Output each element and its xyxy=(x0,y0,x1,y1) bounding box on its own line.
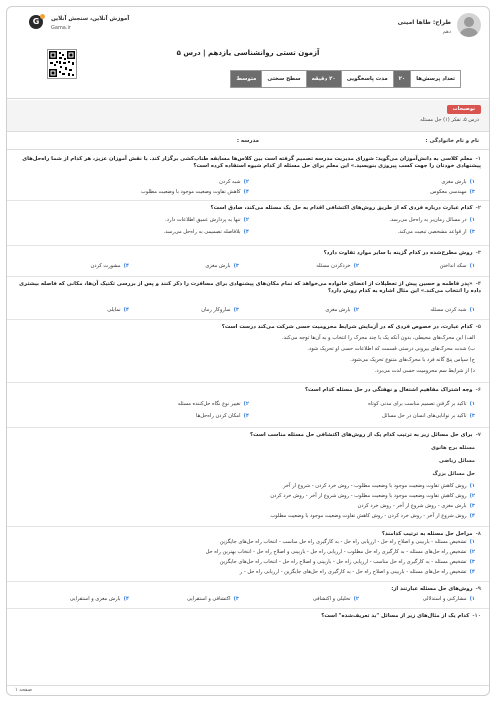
avatar-head-shape xyxy=(464,17,474,27)
questions-count-label: تعداد پرسش‌ها xyxy=(410,71,460,87)
question-stem: ۴-«پدر فاطمه و حسین پیش از تعطیلات از اعضای خانواده می‌خواهد که تمام مکان‌های پیشنهادی برای مسافرت را ذکر کنند و پس از بررسی تکنیک آن‌ها، مکانی که فاصله بیشتری داده را انتخاب می‌کند.» این مثال اشاره به کدام روش دارد؟ xyxy=(19,281,481,295)
option-1[interactable]: ۱)تشخیص مسئله - بازبینی و اصلاح راه حل - ارزیابی راه حل - به کارگیری راه حل مناسب - انتخاب راه حل‌های جایگزین xyxy=(219,539,475,545)
option-4[interactable]: ۴)بارش مغزی و استقرایی xyxy=(69,596,129,602)
question-item xyxy=(7,153,489,201)
option-2[interactable]: ۲)شبه کردن xyxy=(219,179,249,185)
question-stem: ۸-مراحل حل مسئله به ترتیب کدامند؟ xyxy=(381,531,481,537)
option-1[interactable]: ۱)روش کاهش تفاوت وضعیت موجود با وضعیت مطلوب - روش خرد کردن - شروع از آخر xyxy=(283,483,475,489)
option-3[interactable]: ۳)مهندسی معکوس xyxy=(430,189,475,195)
option-1[interactable]: ۱)در مسائل زمان‌بر به راه‌حل می‌رسد. xyxy=(389,217,475,223)
option-2[interactable]: ۲)تحلیلی و اکتشافی xyxy=(312,596,359,602)
notes-text: درس ۵، تفکر (۱) حل مسئله xyxy=(420,117,479,123)
option-3[interactable]: ۳)سازوکار زمان xyxy=(201,307,239,313)
question-stem: ۵-کدام عبارت، در خصوص فردی که در آزمایش شرایط محرومیت حسی شرکت می‌کند درست است؟ xyxy=(221,324,481,330)
question-item xyxy=(7,278,489,320)
notes-section xyxy=(7,100,489,132)
statement-b: ب) شدت محرک‌های بیرونی درستی قسمت که اطلاعات حسی او تحریک شود. xyxy=(307,346,475,352)
avatar xyxy=(457,13,481,37)
statement-c: ج) سپاس پنج گانه فرد با محرک‌های متنوع تحریک می‌شود. xyxy=(350,357,475,363)
option-2[interactable]: ۲)خردکردن مسئله xyxy=(316,263,359,269)
option-1[interactable]: ۱)مشارکتی و استدلالی xyxy=(422,596,475,602)
option-1[interactable]: ۱)سکه انداختن xyxy=(439,263,475,269)
option-2[interactable]: ۲)تشخیص راه حل‌های مسئله - به کارگیری راه حل مطلوب - ارزیابی راه حل - بازبینی و اصلاح راه حل - انتخاب بهترین راه حل xyxy=(205,549,475,555)
option-3[interactable]: ۳)اکتشافی و استقرایی xyxy=(187,596,239,602)
question-item xyxy=(7,429,489,527)
question-stem: ۲-کدام عبارت درباره فردی که از طریق روش‌های اکتشافی اقدام به حل یک مسئله می‌کند، صادق است؟ xyxy=(210,205,481,211)
option-2[interactable]: ۲)روش کاهش تفاوت وضعیت موجود با وضعیت مطلوب - روش شروع از آخر - روش خرد کردن xyxy=(270,493,475,499)
designer-info xyxy=(398,19,451,36)
brand-name: آموزش آنلاین، سنجش آنلاین xyxy=(51,16,130,22)
question-item xyxy=(7,384,489,428)
option-4[interactable]: ۴)مشورت کردن xyxy=(90,263,129,269)
question-stem: ۱۰-کدام یک از مثال‌های زیر از مسائل "بد تعریف‌شده" است؟ xyxy=(321,613,481,619)
page-footer xyxy=(7,685,489,695)
exam-info-bar xyxy=(230,70,461,88)
question-item xyxy=(7,583,489,609)
question-number: ۱- xyxy=(475,156,481,162)
question-item xyxy=(7,528,489,582)
school-label: مدرسه : xyxy=(236,138,259,144)
difficulty-value: متوسط xyxy=(231,71,261,87)
notes-tag: توضیحات xyxy=(447,105,481,114)
brand-url[interactable]: Gama.ir xyxy=(51,24,71,31)
question-item xyxy=(7,247,489,277)
question-item xyxy=(7,202,489,246)
question-stem: ۶-وجه اشتراک مفاهیم اشتغال و نهفتگی در حل مسئله کدام است؟ xyxy=(304,387,481,393)
option-2[interactable]: ۲)تغییر نوع نگاه حل‌کننده مسئله xyxy=(177,401,249,407)
question-stem: ۷-برای حل مسائل زیر به ترتیب کدام یک از روش‌های اکتشافی حل مسئله مناسب است؟ xyxy=(250,432,481,438)
option-4[interactable]: ۴)روش شروع از آخر - روش خرد کردن - روش کاهش تفاوت وضعیت موجود با وضعیت مطلوب xyxy=(270,513,475,519)
question-stem: ۹-روش‌های حل مسئله عبارتند از: xyxy=(391,586,481,592)
questions-count-value: ۲۰ xyxy=(393,71,411,87)
page-number: صفحه ۱ xyxy=(15,687,32,693)
option-1[interactable]: ۱)تاکید بر گرفتن تصمیم مناسب برای مدتی کوتاه xyxy=(368,401,475,407)
option-3[interactable]: ۳)تشخیص مسئله - به کارگیری راه حل مناسب - ارزیابی راه حل - بازبینی و اصلاح راه حل - انتخاب راه حل‌های جایگزین xyxy=(219,559,475,565)
option-3[interactable]: ۳)از قواعد مشخصی تبعیت می‌کند. xyxy=(397,229,475,235)
question-stem: ۳-روش مطرح‌شده در کدام گزینه با سایر موارد تفاوت دارد؟ xyxy=(323,250,481,256)
designer-name: طراح: طاها امینی xyxy=(397,19,451,26)
grade-label: دهم xyxy=(442,29,451,36)
sub-item-1: مسئله برج هانوی xyxy=(431,445,475,451)
exam-title: آزمون تستی روانشناسی یازدهم | درس ۵ xyxy=(176,49,320,57)
option-4[interactable]: ۴)کاهش تفاوت وضعیت موجود با وضعیت مطلوب xyxy=(140,189,249,195)
option-4[interactable]: ۴)امکان کردن راه‌حل‌ها xyxy=(196,413,249,419)
brand-logo-icon: G xyxy=(29,15,43,29)
brand-info xyxy=(51,16,129,31)
avatar-body-shape xyxy=(460,28,478,37)
exam-page xyxy=(6,6,490,696)
duration-value: ۲۰ دقیقه xyxy=(306,71,341,87)
option-2[interactable]: ۲)بارش مغزی xyxy=(325,307,359,313)
duration-label: مدت پاسخگویی xyxy=(341,71,393,87)
student-info-row xyxy=(7,136,489,150)
statement-a: الف) این محرک‌های محیطی، بدون آنکه یک با چند محرک را انتخاب و به آن‌ها توجه می‌کند. xyxy=(282,335,475,341)
question-stem xyxy=(15,156,481,170)
question-item xyxy=(7,321,489,383)
option-3[interactable]: ۳)بارش مغزی - روش شروع از آخر - روش خرد کردن xyxy=(357,503,475,509)
exam-header xyxy=(7,7,489,99)
option-1[interactable]: ۱)شبه کردن مسئله xyxy=(430,307,475,313)
option-3[interactable]: ۳)تاکید بر توانایی‌های انسان در حل مسائل xyxy=(382,413,475,419)
statement-d: د) از شرایط سم محرومیت حسی لذت می‌برد. xyxy=(374,368,475,374)
option-3[interactable]: ۳)بارش مغزی xyxy=(205,263,239,269)
question-text: معلم کلاسی به دانش‌آموزان می‌گوید: شورای مدیریت مدرسه تصمیم گرفته است بین کلاس‌ها مسابقه طناب‌کشی برگزار کند. با نقش آموزان عزیز، هر کدام از شما راه‌حل‌های پیشنهادی خودتان را جهت کسب پیروزی بنویسید.» این معلم برای حل مسئله از کدام شیوه استفاده کرده است؟ xyxy=(22,156,481,170)
sub-item-3: حل مسائل بزرگ xyxy=(432,471,475,477)
sub-item-2: مسائل ریاضی xyxy=(439,458,475,464)
student-name-label: نام و نام خانوادگی : xyxy=(425,138,479,144)
option-4[interactable]: ۴)تمایلی xyxy=(107,307,129,313)
option-2[interactable]: ۲)تنها به پردازش عمیق اطلاعات دارد. xyxy=(165,217,249,223)
option-1[interactable]: ۱)بارش مغزی xyxy=(441,179,475,185)
option-4[interactable]: ۴)تشخیص راه حل‌های مسئله - بازبینی و اصلاح راه حل - به کارگیری راه حل‌های جایگزین - ارزیابی راه حل - ر xyxy=(239,569,475,575)
brand-logo-dot xyxy=(40,14,45,19)
difficulty-label: سطح سختی xyxy=(261,71,305,87)
option-4[interactable]: ۴)بلافاصله تصمیمی به راه‌حل می‌رسد. xyxy=(163,229,249,235)
question-item xyxy=(7,610,489,626)
